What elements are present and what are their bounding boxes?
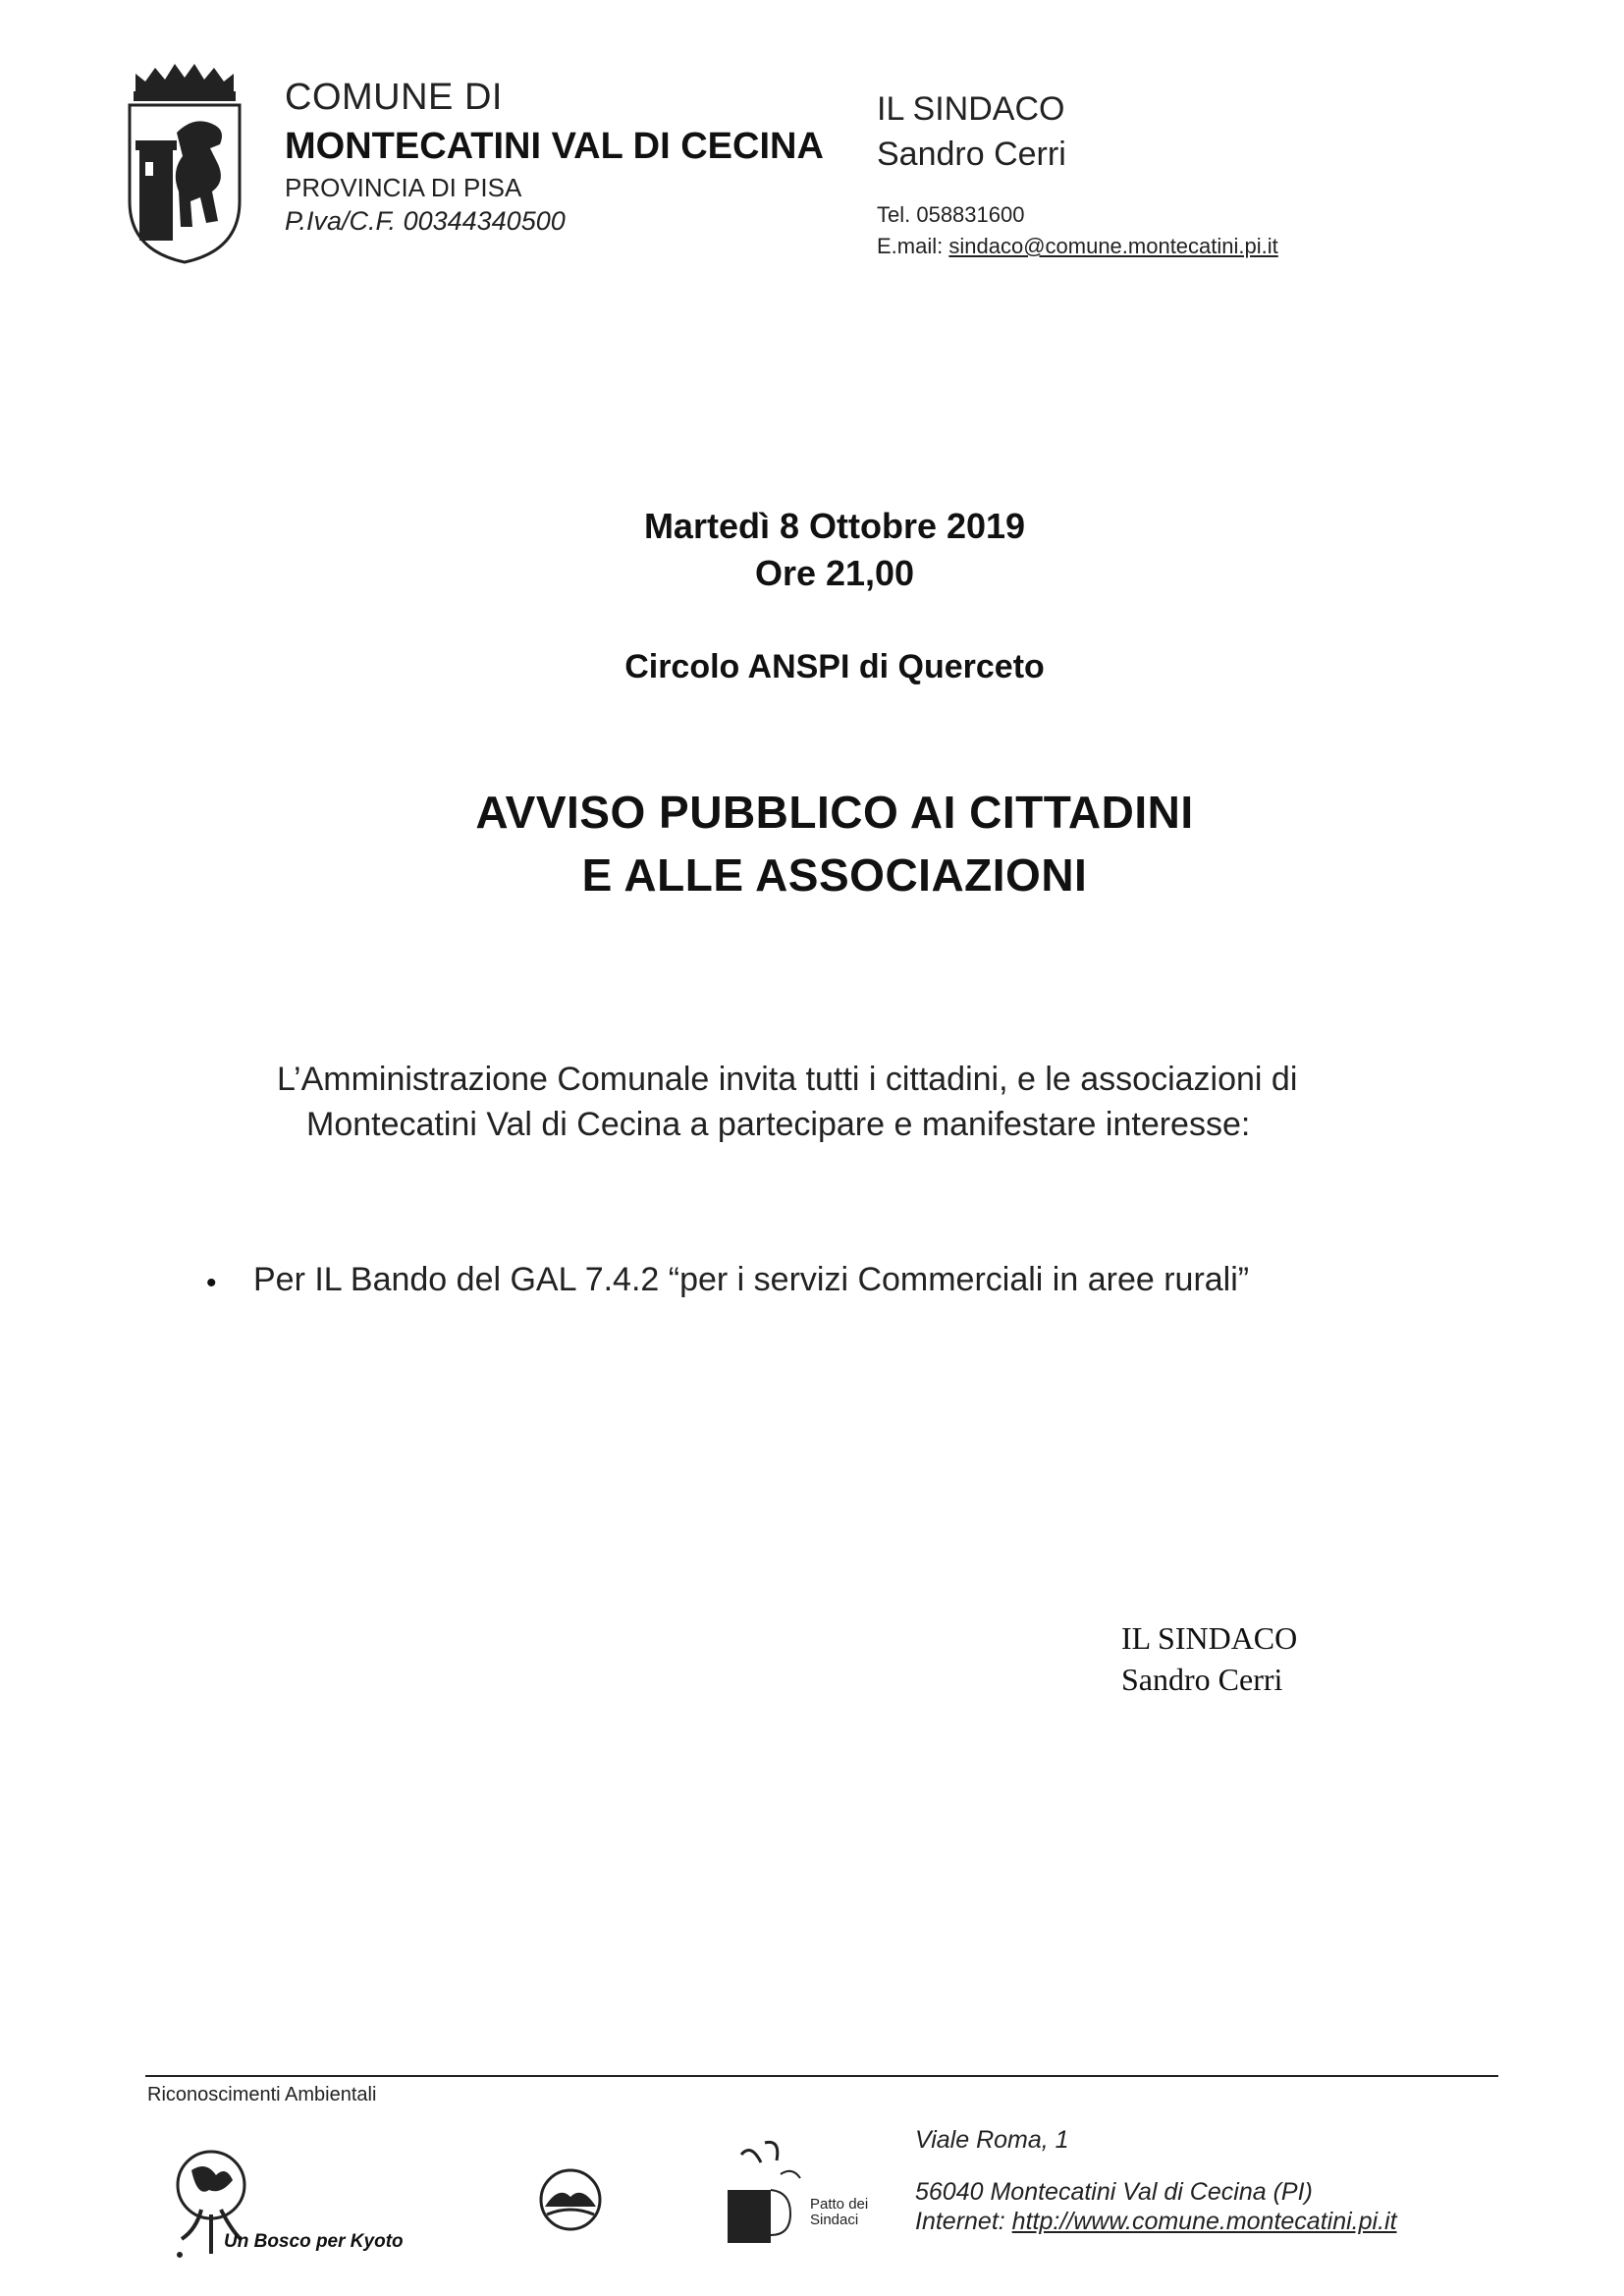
event-time: Ore 21,00: [754, 553, 915, 593]
patto-dei-sindaci-caption: [810, 2197, 868, 2228]
internet-label: Internet:: [915, 2208, 1012, 2235]
phone-number: Tel. 058831600: [877, 202, 1025, 227]
notice-body-line1: L’Amministrazione Comunale invita tutti i cittadini, e le associazioni di: [277, 1061, 1298, 1098]
patto-dei-sindaci-logo-icon: [722, 2133, 839, 2251]
website-link[interactable]: http://www.comune.montecatini.pi.it: [1011, 2208, 1397, 2235]
municipality-label: COMUNE DI: [285, 77, 503, 118]
municipality-name: MONTECATINI VAL DI CECINA: [285, 126, 824, 167]
email-label: E.mail:: [877, 234, 949, 258]
environment-award-logo-icon: [535, 2165, 606, 2234]
footer-divider: [145, 2075, 1498, 2077]
notice-title-line2: E ALLE ASSOCIAZIONI: [581, 849, 1088, 901]
event-venue: Circolo ANSPI di Querceto: [624, 648, 1045, 685]
notice-body-line2: Montecatini Val di Cecina a partecipare e manifestare interesse:: [306, 1106, 1251, 1143]
bullet-icon: •: [206, 1267, 217, 1299]
mayor-title: IL SINDACO: [877, 90, 1065, 128]
province-label: PROVINCIA DI PISA: [285, 173, 522, 202]
signature-title: IL SINDACO: [1121, 1620, 1298, 1656]
website-line: [915, 2208, 1397, 2236]
address-street: Viale Roma, 1: [915, 2126, 1069, 2154]
bullet-item: Per IL Bando del GAL 7.4.2 “per i servizi Commerciali in aree rurali”: [253, 1261, 1250, 1298]
email-link[interactable]: sindaco@comune.montecatini.pi.it: [948, 234, 1278, 258]
notice-title-line1: AVVISO PUBBLICO AI CITTADINI: [475, 787, 1194, 838]
environmental-awards-label: Riconoscimenti Ambientali: [147, 2084, 377, 2105]
mayor-name: Sandro Cerri: [877, 136, 1066, 173]
patto-caption-line2: Sindaci: [810, 2212, 859, 2228]
municipal-crest-icon: [116, 54, 253, 270]
email-line: [877, 234, 1278, 259]
address-city: 56040 Montecatini Val di Cecina (PI): [915, 2178, 1313, 2206]
vat-code: P.Iva/C.F. 00344340500: [285, 206, 566, 236]
patto-caption-line1: Patto dei: [810, 2196, 869, 2213]
signature-name: Sandro Cerri: [1121, 1662, 1283, 1697]
bosco-per-kyoto-caption: Un Bosco per Kyoto: [224, 2231, 404, 2252]
event-date: Martedì 8 Ottobre 2019: [643, 506, 1026, 546]
